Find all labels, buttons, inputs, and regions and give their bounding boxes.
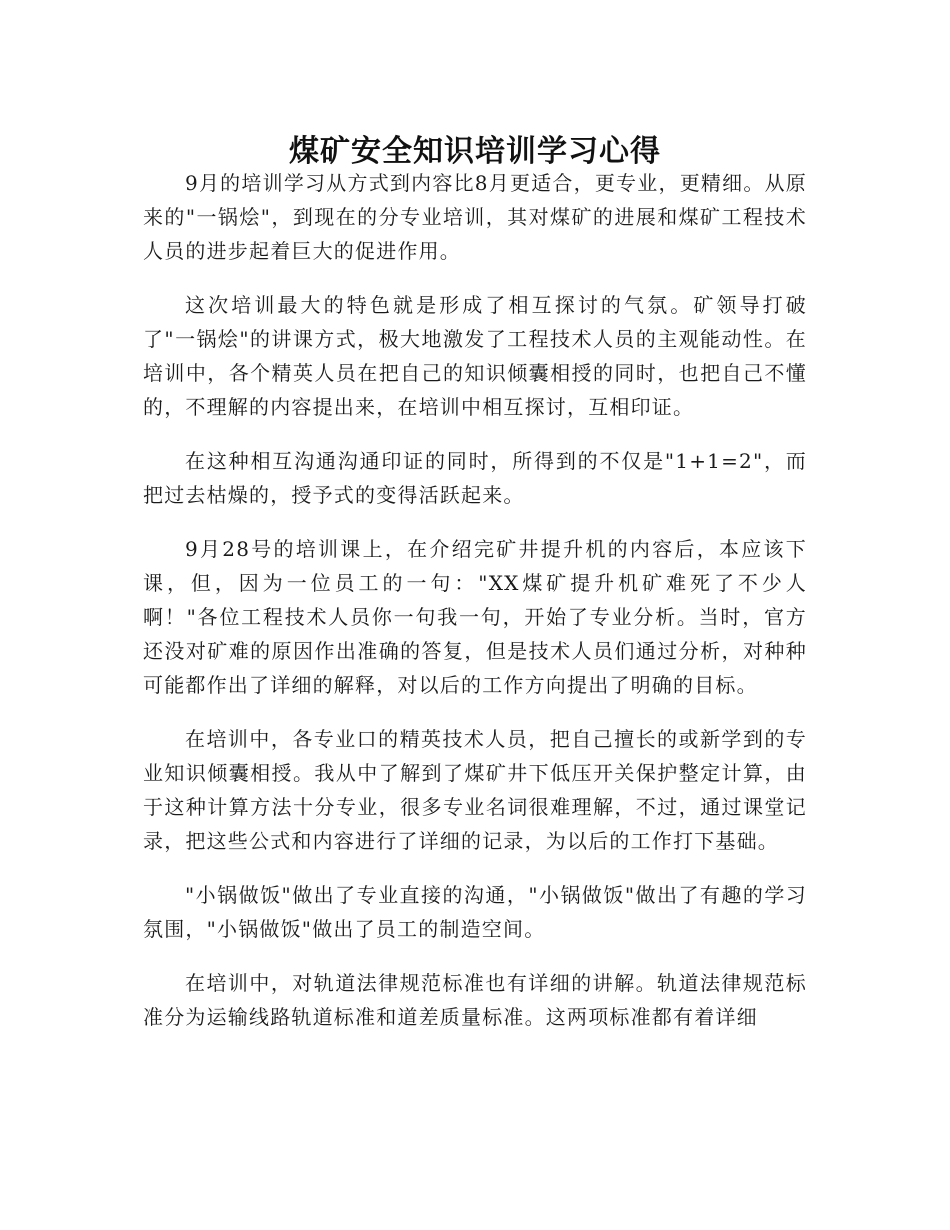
paragraph: 在培训中，对轨道法律规范标准也有详细的讲解。轨道法律规范标准分为运输线路轨道标准和道差质量标准。这两项标准都有着详细 — [143, 971, 807, 1029]
document-title: 煤矿安全知识培训学习心得 — [289, 134, 661, 170]
paragraph: 9月28号的培训课上，在介绍完矿井提升机的内容后，本应该下课，但，因为一位员工的一句："XX煤矿提升机矿难死了不少人啊！"各位工程技术人员你一句我一句，开始了专业分析。当时，官方还没对矿难的原因作出准确的答复，但是技术人员们通过分析，对种种可能都作出了详细的解释，对以后的工作方向提出了明确的目标。 — [143, 537, 807, 697]
paragraph: "小锅做饭"做出了专业直接的沟通，"小锅做饭"做出了有趣的学习氛围，"小锅做饭"做出了员工的制造空间。 — [143, 883, 807, 941]
paragraph: 9月的培训学习从方式到内容比8月更适合，更专业，更精细。从原来的"一锅烩"，到现在的分专业培训，其对煤矿的进展和煤矿工程技术人员的进步起着巨大的促进作用。 — [143, 171, 807, 263]
paragraph: 在这种相互沟通沟通印证的同时，所得到的不仅是"1+1=2"，而把过去枯燥的，授予式的变得活跃起来。 — [143, 449, 807, 507]
paragraph: 在培训中，各专业口的精英技术人员，把自己擅长的或新学到的专业知识倾囊相授。我从中了解到了煤矿井下低压开关保护整定计算，由于这种计算方法十分专业，很多专业名词很难理解，不过，通过课堂记录，把这些公式和内容进行了详细的记录，为以后的工作打下基础。 — [143, 727, 807, 853]
document-body — [143, 166, 807, 1054]
paragraph: 这次培训最大的特色就是形成了相互探讨的气氛。矿领导打破了"一锅烩"的讲课方式，极大地激发了工程技术人员的主观能动性。在培训中，各个精英人员在把自己的知识倾囊相授的同时，也把自己不懂的，不理解的内容提出来，在培训中相互探讨，互相印证。 — [143, 293, 807, 419]
